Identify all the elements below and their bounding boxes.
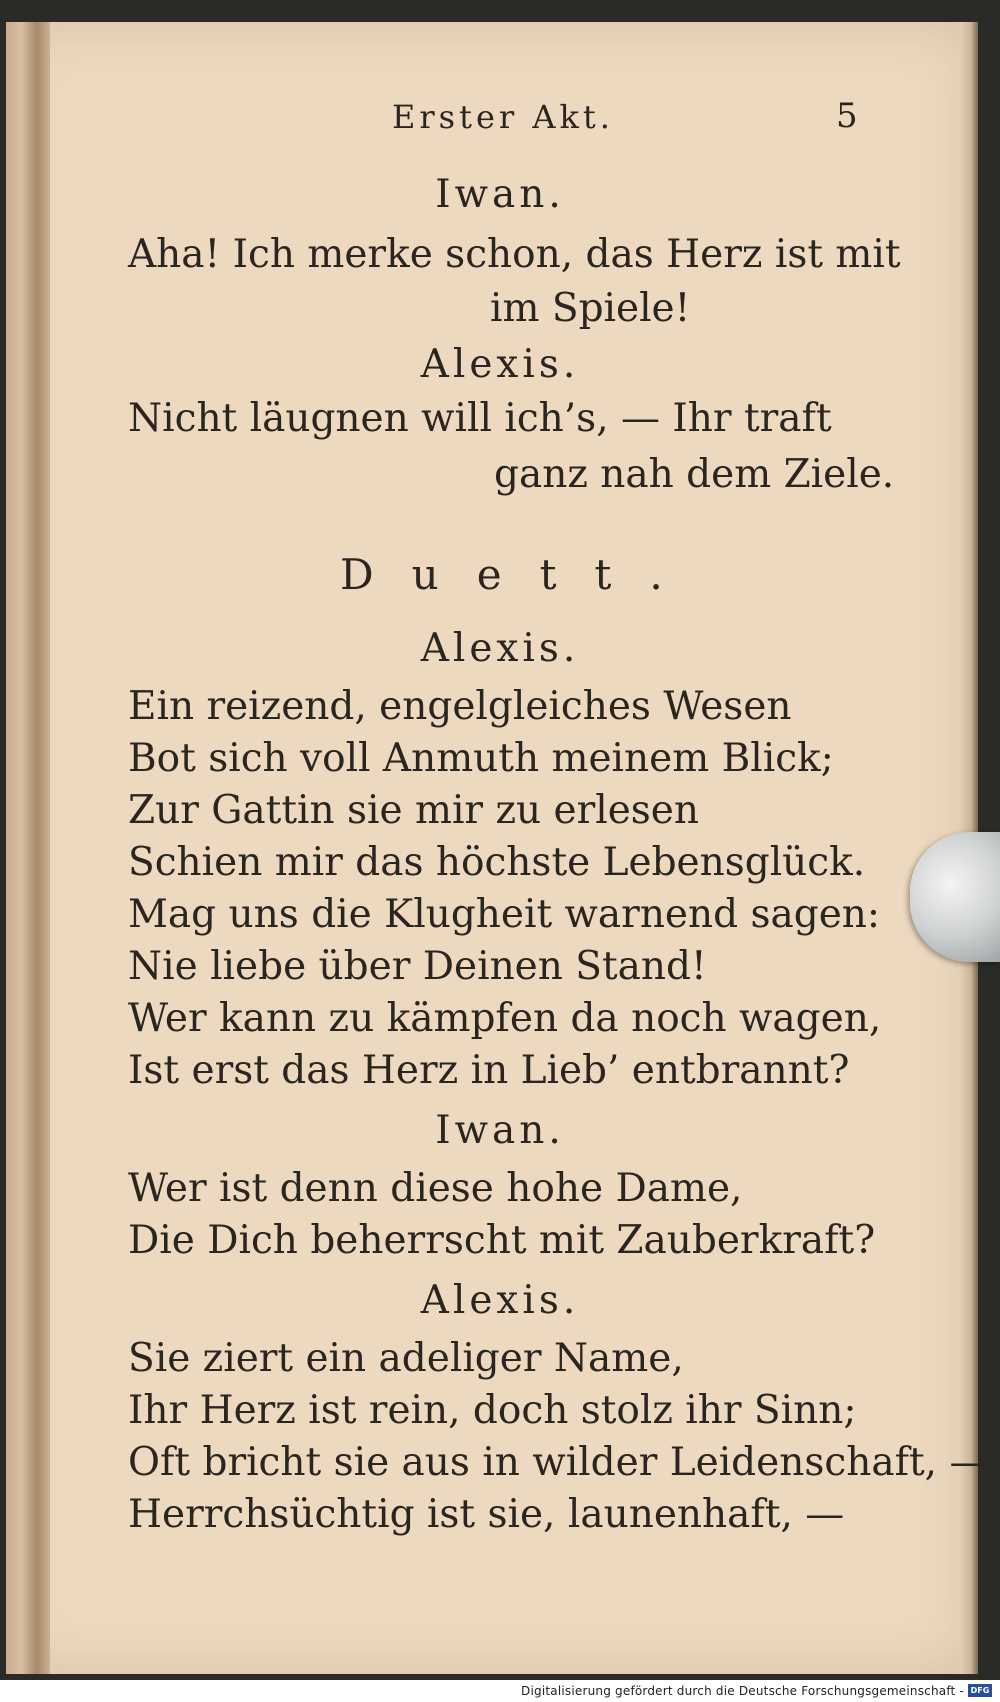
section-title	[340, 550, 701, 599]
verse-line: Oft bricht sie aus in wilder Leidenschaft, —	[128, 1440, 989, 1485]
verse-line: Ihr Herz ist rein, doch stolz ihr Sinn;	[128, 1388, 857, 1433]
dialogue-line: Nicht läugnen will ich’s, — Ihr traft	[128, 396, 832, 441]
verse-line: Wer ist denn diese hohe Dame,	[128, 1166, 743, 1211]
verse-line: Die Dich beherrscht mit Zauberkraft?	[128, 1218, 876, 1263]
section-title-text: Duett.	[340, 550, 701, 599]
speaker-iwan: Iwan.	[435, 1108, 565, 1153]
speaker-alexis: Alexis.	[420, 626, 580, 671]
dialogue-line: Aha! Ich merke schon, das Herz ist mit	[128, 232, 901, 277]
speaker-alexis: Alexis.	[420, 1278, 580, 1323]
verse-line: Herrchsüchtig ist sie, launenhaft, —	[128, 1492, 845, 1537]
speaker-iwan: Iwan.	[435, 172, 565, 217]
dialogue-line: ganz nah dem Ziele.	[494, 452, 895, 497]
verse-line: Zur Gattin sie mir zu erlesen	[128, 788, 700, 833]
verse-line: Ein reizend, engelgleiches Wesen	[128, 684, 792, 729]
verse-line: Wer kann zu kämpfen da noch wagen,	[128, 996, 882, 1041]
dialogue-line: im Spiele!	[490, 286, 691, 331]
verse-line: Sie ziert ein adeliger Name,	[128, 1336, 684, 1381]
funding-credit: Digitalisierung gefördert durch die Deutsche Forschungsgemeinschaft -	[521, 1684, 964, 1698]
verse-line: Schien mir das höchste Lebensglück.	[128, 840, 866, 885]
verse-line: Nie liebe über Deinen Stand!	[128, 944, 707, 989]
speaker-alexis: Alexis.	[420, 342, 580, 387]
verse-line: Ist erst das Herz in Lieb’ entbrannt?	[128, 1048, 850, 1093]
verse-line: Mag uns die Klugheit warnend sagen:	[128, 892, 881, 937]
dfg-logo: DFG	[968, 1684, 992, 1697]
verse-line: Bot sich voll Anmuth meinem Blick;	[128, 736, 834, 781]
running-title: Erster Akt.	[392, 98, 614, 136]
page-number: 5	[836, 96, 858, 136]
page-gutter	[6, 22, 50, 1674]
